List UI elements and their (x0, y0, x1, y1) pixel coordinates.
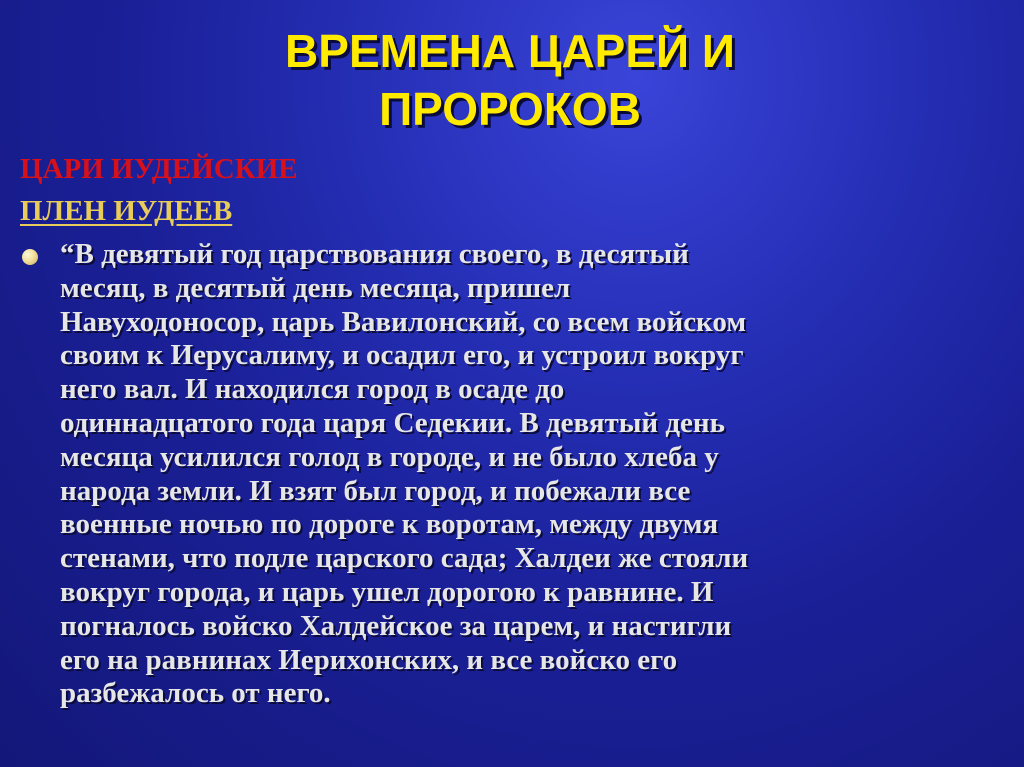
paragraph-line: месяца усилился голод в городе, и не было хлеба у (60, 440, 719, 473)
paragraph-line: вокруг города, и царь ушел дорогою к равнине. И (60, 575, 714, 608)
bullet-dot-icon (22, 249, 38, 265)
paragraph-line: разбежалось от него. (60, 677, 331, 710)
slide-title-line-1: ВРЕМЕНА ЦАРЕЙ И (285, 25, 735, 77)
bullet-paragraph (60, 238, 1020, 711)
paragraph-line: одиннадцатого года царя Седекии. В девятый день (60, 406, 725, 439)
slide-title-line-2: ПРОРОКОВ (379, 83, 641, 135)
paragraph-line: него вал. И находился город в осаде до (60, 373, 565, 406)
slide-title (130, 22, 890, 138)
subheading-captivity-link[interactable]: ПЛЕН ИУДЕЕВ (20, 195, 233, 227)
paragraph-line: стенами, что подле царского сада; Халдеи же стояли (60, 542, 749, 575)
paragraph-line: погналось войско Халдейское за царем, и настигли (60, 609, 732, 642)
paragraph-line: народа земли. И взят был город, и побежали все (60, 474, 691, 507)
paragraph-line: его на равнинах Иерихонских, и все войско его (60, 643, 678, 676)
paragraph-line: своим к Иерусалиму, и осадил его, и устроил вокруг (60, 339, 744, 372)
paragraph-line: месяц, в десятый день месяца, пришел (60, 271, 571, 304)
paragraph-line: военные ночью по дороге к воротам, между двумя (60, 508, 719, 541)
paragraph-line: “В девятый год царствования своего, в десятый (60, 238, 689, 270)
subheading-kings-of-judah: ЦАРИ ИУДЕЙСКИЕ (20, 153, 298, 185)
paragraph-line: Навуходоносор, царь Вавилонский, со всем войском (60, 305, 747, 338)
